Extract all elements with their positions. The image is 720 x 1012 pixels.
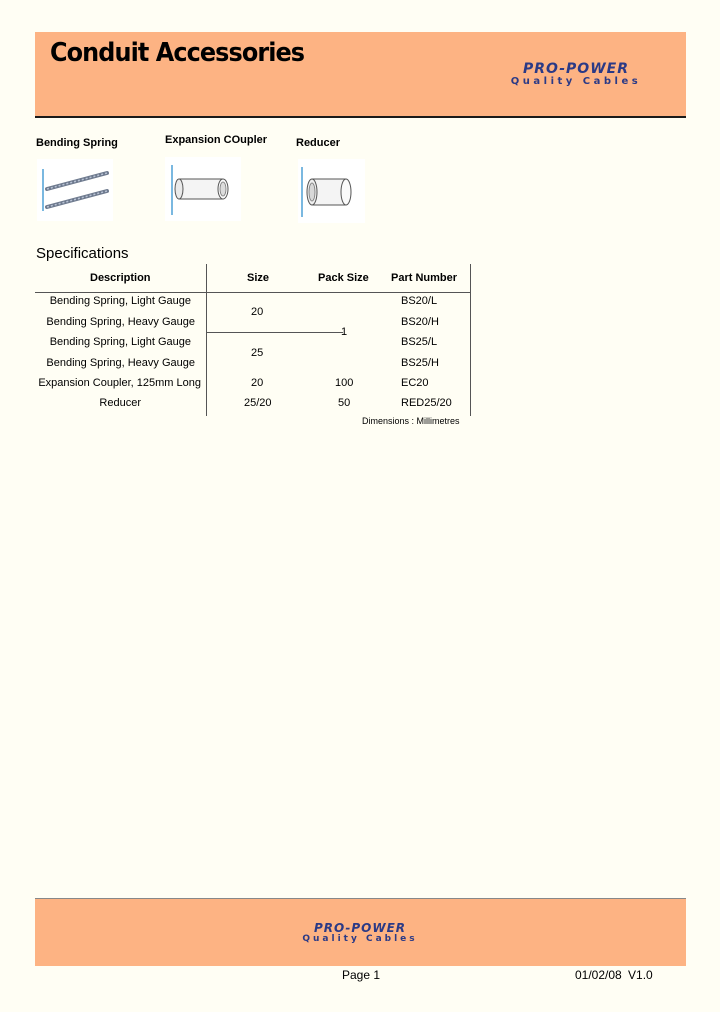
table-cell-pack-size: 50 [338,397,351,409]
table-header-rule [35,292,471,293]
table-group-rule [207,332,343,333]
table-divider [206,264,207,416]
specifications-table [35,264,471,416]
dimensions-note: Dimensions : Millimetres [362,416,460,426]
table-cell-part-number: BS25/L [401,336,438,348]
table-cell-description: Bending Spring, Light Gauge [49,336,191,348]
table-cell-description: Bending Spring, Heavy Gauge [46,357,195,369]
product-label-reducer: Reducer [296,137,341,149]
logo-tagline: Quality Cables [510,76,642,87]
table-cell-description: Bending Spring, Light Gauge [49,295,191,307]
brand-logo [497,62,655,88]
footer-brand-logo [290,922,430,945]
table-cell-part-number: BS25/H [401,357,439,369]
date-version: 01/02/08 V1.0 [575,968,653,982]
product-label-bending-spring: Bending Spring [36,137,118,149]
table-divider [470,264,471,416]
specifications-heading: Specifications [36,245,129,262]
table-cell-size: 20 [251,306,264,318]
footer-band [35,898,686,966]
table-cell-size: 25/20 [244,397,272,409]
header-band [35,32,686,118]
table-cell-pack-size: 100 [335,377,354,389]
logo-tagline: Quality Cables [302,934,418,944]
column-header-size: Size [247,272,270,284]
logo-main-text: PRO-POWER [523,61,629,77]
table-cell-description: Bending Spring, Heavy Gauge [46,316,195,328]
table-cell-part-number: BS20/L [401,295,438,307]
bending-spring-image [37,159,113,221]
table-cell-part-number: EC20 [401,377,429,389]
logo-main-text: PRO-POWER [313,921,407,935]
page-number: Page 1 [342,968,381,982]
column-header-pack-size: Pack Size [318,272,369,284]
table-cell-size: 20 [251,377,264,389]
reducer-image [298,159,365,223]
column-header-part-number: Part Number [391,272,458,284]
table-cell-description: Expansion Coupler, 125mm Long [38,377,201,389]
page-title: Conduit Accessories [50,38,305,68]
column-header-description: Description [90,272,151,284]
table-cell-part-number: BS20/H [401,316,439,328]
table-cell-size: 25 [251,347,264,359]
table-cell-part-number: RED25/20 [401,397,452,409]
expansion-coupler-image [165,157,241,221]
table-cell-pack-size: 1 [341,326,348,338]
table-cell-description: Reducer [99,397,141,409]
product-label-expansion-coupler: Expansion COupler [165,134,268,146]
